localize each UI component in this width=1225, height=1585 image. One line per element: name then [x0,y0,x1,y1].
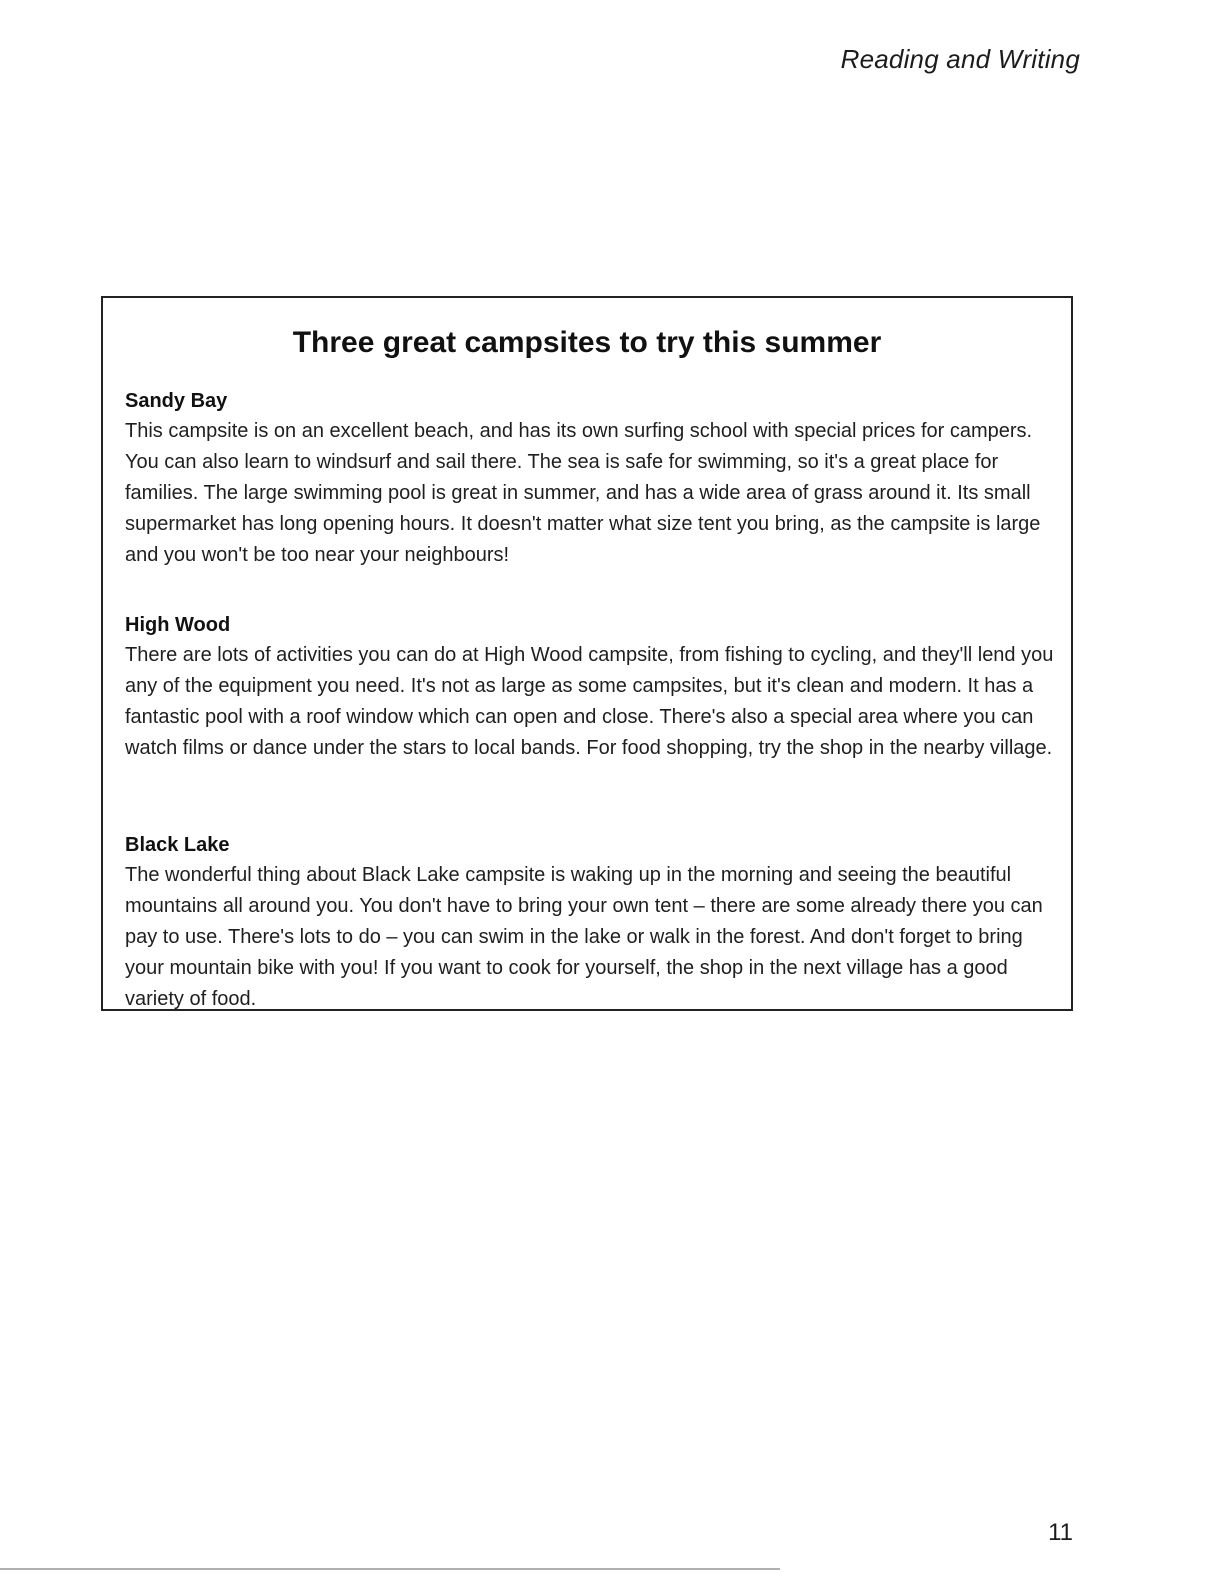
section-heading: High Wood [125,614,231,636]
section-heading: Black Lake [125,834,230,856]
article-title: Three great campsites to try this summer [292,326,882,359]
section-body: This campsite is on an excellent beach, and has its own surfing school with special prices for campers. You can also learn to windsurf and sail there. The sea is safe for swimming, so it's a great place for families. The large swimming pool is great in summer, and has a wide area of grass around it. Its small supermarket has long opening hours. It doesn't matter what size tent you bring, as the campsite is large and you won't be too near your neighbours! [125,420,1041,566]
section-body: There are lots of activities you can do at High Wood campsite, from fishing to cycling, and they'll lend you any of the equipment you need. It's not as large as some campsites, but it's clean and modern. It has a fantastic pool with a roof window which can open and close. There's also a special area where you can watch films or dance under the stars to local bands. For food shopping, try the shop in the nearby village. [125,644,1054,759]
article-box [101,296,1073,1011]
page-number: 11 [1048,1519,1073,1546]
running-header: Reading and Writing [840,44,1080,74]
campsite-section-black-lake [125,830,1055,1015]
section-body: The wonderful thing about Black Lake campsite is waking up in the morning and seeing the beautiful mountains all around you. You don't have to bring your own tent – there are some already there you can pay to use. There's lots to do – you can swim in the lake or walk in the forest. And don't forget to bring your mountain bike with you! If you want to cook for yourself, the shop in the next village has a good variety of food. [125,864,1043,1010]
section-heading: Sandy Bay [125,390,228,412]
campsite-section-sandy-bay [125,386,1055,571]
bottom-rule [0,1568,780,1570]
campsite-section-high-wood [125,610,1055,764]
